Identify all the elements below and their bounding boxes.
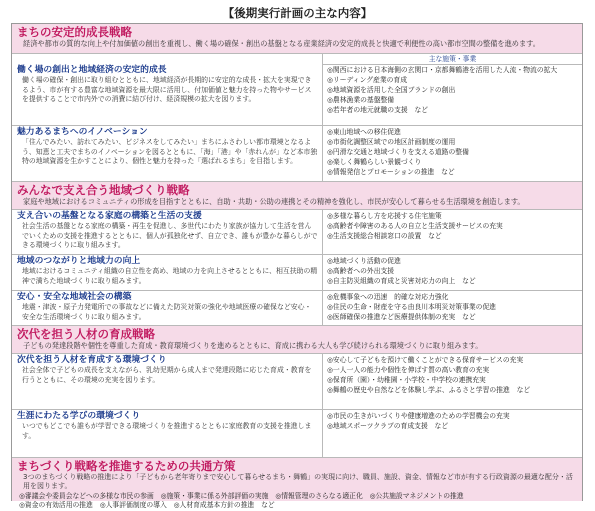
measure-item: ◎若年者の地元就職の支援 など	[327, 106, 429, 114]
sub-strategy	[12, 255, 582, 291]
sub-strategy-desc: 地域におけるコミュニティ組織の自立性を高め、地域の力を向上させるとともに、相互扶助の精神で満ちた地域づくりに取り組みます。	[22, 267, 318, 285]
measure-item: ◎円滑な交通と地域づくりを支える道路の整備	[327, 148, 469, 156]
measure-item: ◎農林漁業の基盤整備	[327, 96, 395, 104]
sub-strategy	[12, 410, 582, 458]
strategy-desc: 子どもの発達段階や個性を尊重した育成・教育環境づくりを進めるとともに、育成に携わる大人も学び続けられる環境づくりに取り組みます。	[23, 341, 483, 350]
page-title: 【後期実行計画の主な内容】	[222, 6, 373, 20]
measure-item: ◎市民の生きがいづくりや健康増進のための学習機会の充実	[327, 412, 510, 420]
sub-strategy-desc: いつでもどこでも誰もが学習できる環境づくりを推進するとともに家庭教育の支援を推進します。	[22, 422, 312, 440]
measure-item: ◎住民の生命・財産を守る由良川本明災対策事業の促進	[327, 303, 497, 311]
measure-item: ◎情報発信とプロモーションの推進 など	[327, 168, 455, 176]
measure-item: ◎地域スポーツクラブの育成支援 など	[327, 422, 449, 430]
measures-column-header: 主な施策・事業	[322, 54, 582, 65]
strategy-header-1	[12, 24, 582, 54]
measure-item: ◎舞鶴の歴史や自然などを体験し学ぶ、ふるさと学習の推進 など	[327, 386, 531, 394]
measure-item: ◎楽しく舞鶴らしい景観づくり	[327, 158, 422, 166]
sub-strategy-desc: 働く場の確保・創出に取り組むとともに、地域経済が長期的に安定的な成長・拡大を実現できるよう、市が有する豊富な地域資源を最大限に活用し、付加価値と魅力を持った物やサービスを提供することで市内外での消費に結び付け、経済規模の拡大を図ります。	[22, 76, 312, 104]
sub-strategy	[12, 126, 582, 182]
sub-strategy-title: 次代を担う人材を育成する環境づくり	[17, 355, 167, 365]
measure-item: ◎東山地域への移住促進	[327, 128, 401, 136]
strategy-title: まちの安定的成長戦略	[17, 25, 132, 39]
sub-strategy	[12, 291, 582, 326]
common-measures-title: まちづくり戦略を推進するための共通方策	[17, 459, 236, 473]
sub-strategy-desc: 「住んでみたい、訪れてみたい、ビジネスをしてみたい」まちにふさわしい都市環境となるよう、知恵と工夫でまちのイノベーションを図るとともに、「海」「港」や「赤れんが」など本市独特の地域資源を生かすことにより、個性と魅力を持った「選ばれるまち」を目指します。	[22, 138, 318, 166]
sub-strategy-title: 魅力あるまちへのイノベーション	[17, 127, 148, 137]
measure-item: ◎リーディング産業の育成	[327, 76, 408, 84]
measure-item: ◎保育所（園）・幼稚園・小学校・中学校の連携充実	[327, 376, 486, 384]
common-measures-section	[12, 458, 582, 510]
plan-table	[11, 23, 583, 510]
measure-item: ◎高齢者への外出支援	[327, 267, 395, 275]
measure-item: ◎関西における日本海側の玄関口・京都舞鶴港を活用した人流・物流の拡大	[327, 66, 558, 74]
sub-strategy	[12, 210, 582, 255]
sub-strategy-title: 生涯にわたる学びの環境づくり	[17, 411, 141, 421]
sub-strategy-desc: 社会全体で子どもの成長を支えながら、乳幼児期から成人まで発達段階に応じた育成・教育を行うとともに、その環境の充実を図ります。	[22, 366, 312, 384]
measure-item: ◎危機事象への迅速 的確な対応力強化	[327, 293, 449, 301]
sub-strategy-desc: 地震・津波・原子力発電所での事故などに備えた防災対策の強化や地域医療の確保など安心・安全な生活環境づくりに取り組みます。	[22, 303, 312, 321]
sub-strategy	[12, 64, 582, 126]
measure-item: ◎地域資源を活用した全国ブランドの創出	[327, 86, 456, 94]
sub-strategy-title: 安心・安全な地域社会の構築	[17, 292, 132, 302]
sub-strategy-title: 働く場の創出と地域経済の安定的成長	[17, 65, 167, 75]
measure-item: ◎自主防災組織の育成と災害対応力の向上 など	[327, 277, 476, 285]
strategy-title: みんなで支え合う地域づくり戦略	[17, 183, 190, 197]
measure-item: ◎地域づくり活動の促進	[327, 257, 401, 265]
common-measures-desc: 3つのまちづくり戦略の推進により「子どもから老年寄りまで安心して暮らせるまち・舞鶴」の実現に向け、職員、施設、資金、情報など市が有する行政資源の最適な配分・活用を図ります。	[23, 473, 573, 491]
strategy-desc: 家庭や地域におけるコミュニティの形成を目指すとともに、自助・共助・公助の連携とその精神を強化し、市民が安心して暮らせる生活環境を創造します。	[23, 197, 525, 206]
strategy-header-2	[12, 182, 582, 210]
strategy-header-3	[12, 326, 582, 354]
sub-strategy-desc: 社会生活の基盤となる家庭の構築・再生を促進し、多世代にわたり家族が協力して生活を営んでいくための支援を推進するとともに、個人が孤独化せず、自立でき、誰もが豊かな暮らしができる環境づくりに取り組みます。	[22, 222, 318, 250]
measure-item: ◎医師確保の推進など医療提供体制の充実 など	[327, 313, 476, 321]
strategy-title: 次代を担う人材の育成戦略	[17, 327, 155, 341]
sub-strategy-title: 支え合いの基盤となる家庭の構築と生活の支援	[17, 211, 202, 221]
sub-strategy-title: 地域のつながりと地域力の向上	[17, 256, 141, 266]
measure-item: ◎高齢者や障害のある人の自立と生活支援サービスの充実	[327, 222, 503, 230]
measure-item: ◎生活支援総合相談窓口の設置 など	[327, 232, 442, 240]
strategy-desc: 経済や都市の質的な向上や付加価値の創出を重視し、働く場の確保・創出の基盤となる産業経済の安定的成長と快適で利便性の高い都市空間の整備を進めます。	[23, 39, 540, 48]
measure-item: ◎市街化調整区域での地区計画制度の運用	[327, 138, 456, 146]
common-measures-list-2: ◎資金の有効活用の推進 ◎人事評価制度の導入 ◎人材育成基本方針の推進 など	[19, 501, 275, 510]
measure-item: ◎多様な暮らし方を応援する住宅施策	[327, 212, 442, 220]
common-measures-list-1: ◎審議会や委員会などへの多様な市民の参画 ◎施策・事業に係る外部評価の実施 ◎情報管理のさらなる適正化 ◎公共施設マネジメントの推進	[19, 491, 464, 500]
measure-item: ◎一人一人の能力や個性を伸ばす質の高い教育の充実	[327, 366, 490, 374]
measure-item: ◎安心して子どもを預けて働くことができる保育サービスの充実	[327, 356, 524, 364]
sub-strategy	[12, 354, 582, 410]
